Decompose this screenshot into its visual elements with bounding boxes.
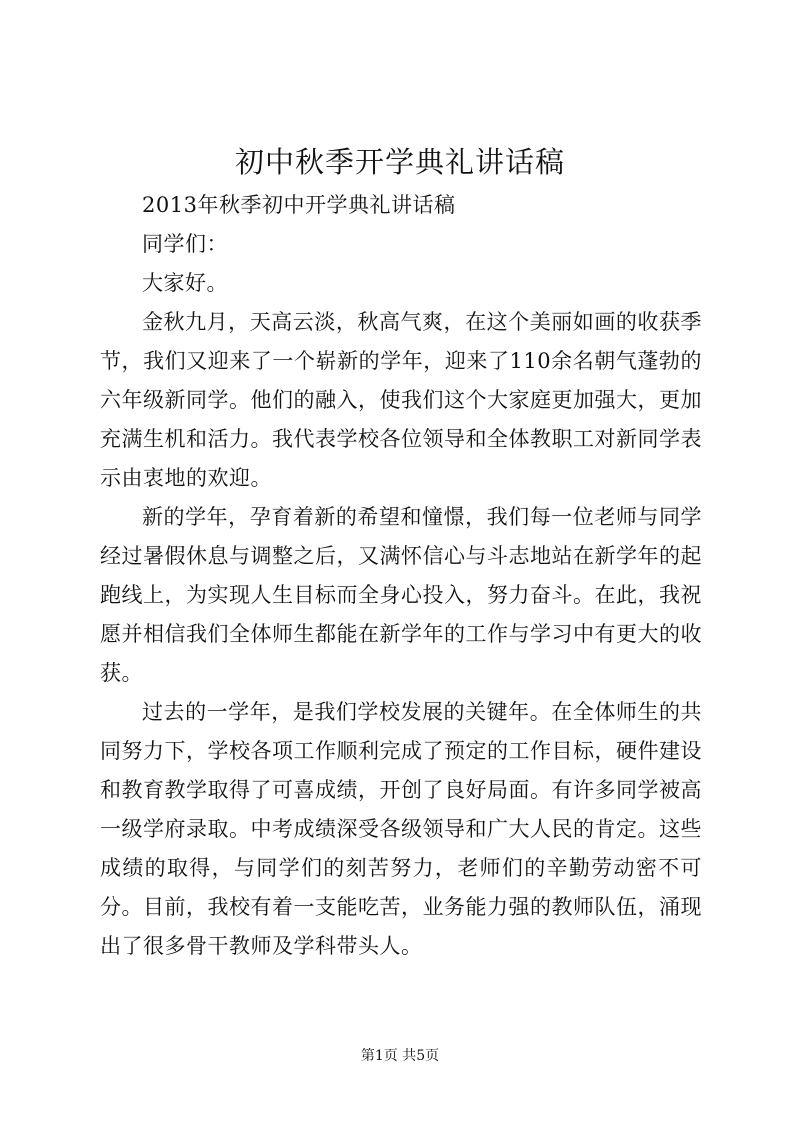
page-number-footer: 第1页 共5页 [360,1048,440,1064]
body-paragraph: 金秋九月，天高云淡，秋高气爽，在这个美丽如画的收获季节，我们又迎来了一个崭新的学年，迎来了110余名朝气蓬勃的六年级新同学。他们的融入，使我们这个大家庭更加强大，更加充满生机和活力。我代表学校各位领导和全体教职工对新同学表示由衷地的欢迎。 [100,310,702,490]
subtitle-paragraph: 2013年秋季初中开学典礼讲话稿 [142,193,456,217]
body-paragraph: 过去的一学年，是我们学校发展的关键年。在全体师生的共同努力下，学校各项工作顺利完成了预定的工作目标，硬件建设和教育教学取得了可喜成绩，开创了良好局面。有许多同学被高一级学府录取。中考成绩深受各级领导和广大人民的肯定。这些成绩的取得，与同学们的刻苦努力，老师们的辛勤劳动密不可分。目前，我校有着一支能吃苦，业务能力强的教师队伍，涌现出了很多骨干教师及学科带头人。 [100,700,702,958]
body-paragraph: 新的学年，孕育着新的希望和憧憬，我们每一位老师与同学经过暑假休息与调整之后，又满怀信心与斗志地站在新学年的起跑线上，为实现人生目标而全身心投入，努力奋斗。在此，我祝愿并相信我们全体师生都能在新学年的工作与学习中有更大的收获。 [100,505,702,685]
document-body [100,186,702,966]
salutation-paragraph: 同学们： [142,232,228,256]
greeting-paragraph: 大家好。 [142,271,228,295]
document-title: 初中秋季开学典礼讲话稿 [234,145,565,179]
